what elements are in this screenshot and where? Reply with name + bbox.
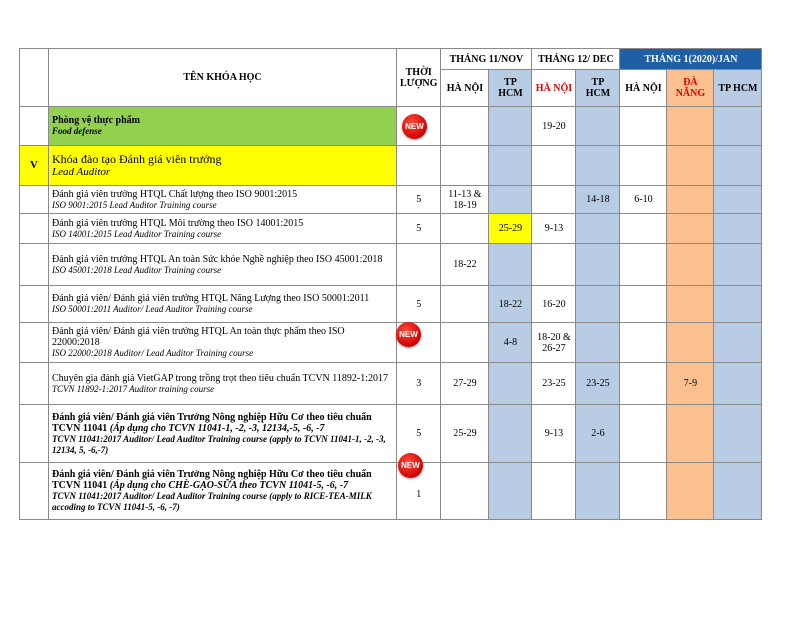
duration-cell: 5 [397,186,441,214]
section-title: Khóa đào tạo Đánh giá viên trưởng [52,152,222,166]
date-cell [714,323,762,363]
table-row [20,463,762,520]
duration-cell [397,244,441,286]
date-cell [667,286,714,323]
table-row [20,405,762,463]
course-name: Đánh giá viên/ Đánh giá viên trưởng HTQL An toàn thực phẩm theo ISO 22000:2018 ISO 22000:2018 Auditor/ Lead Auditor Training course [49,323,397,363]
date-cell: 6-10 [620,186,667,214]
course-food-defense [49,107,397,146]
date-cell [714,405,762,463]
date-cell [667,323,714,363]
table-row [20,286,762,323]
table-row [20,244,762,286]
table-row [20,323,762,363]
new-badge: NEW [398,453,423,478]
header-month-nov: THÁNG 11/NOV [441,49,532,70]
header-nov-hcm: TP HCM [489,70,532,107]
table-row [20,186,762,214]
duration-cell: 5 [397,286,441,323]
date-cell [667,405,714,463]
date-cell [620,463,667,520]
section-title-cell [49,146,397,186]
date-cell [532,244,576,286]
header-duration-line1: THỜI [405,66,432,78]
date-cell: 14-18 [576,186,620,214]
course-schedule-table [19,48,762,520]
date-cell: 9-13 [532,214,576,244]
date-cell: 11-13 & 18-19 [441,186,489,214]
course-name: Đánh giá viên trưởng HTQL Môi trường theo ISO 14001:2015 ISO 14001:2015 Lead Auditor Training course [49,214,397,244]
course-en: Food defense [52,126,102,136]
date-cell [532,463,576,520]
course-name: Chuyên gia đánh giá VietGAP trong trồng trọt theo tiêu chuẩn TCVN 11892-1:2017 TCVN 11892-1:2017 Auditor training course [49,363,397,405]
date-cell: 7-9 [667,363,714,405]
date-cell [532,186,576,214]
date-cell [441,286,489,323]
date-cell [489,244,532,286]
date-cell [441,323,489,363]
date-cell [489,363,532,405]
table-row [20,107,762,146]
date-cell: 25-29 [441,405,489,463]
header-dec-hcm: TP HCM [576,70,620,107]
header-duration [397,49,441,107]
date-cell [667,244,714,286]
date-cell [714,363,762,405]
course-name: Đánh giá viên trưởng HTQL Chất lượng theo ISO 9001:2015 ISO 9001:2015 Lead Auditor Training course [49,186,397,214]
date-cell [620,286,667,323]
date-cell [441,214,489,244]
date-cell [714,214,762,244]
header-dec-hanoi: HÀ NỘI [532,70,576,107]
header-month-jan: THÁNG 1(2020)/JAN [620,49,762,70]
date-cell [489,463,532,520]
date-cell: 4-8 [489,323,532,363]
date-cell: 18-22 [441,244,489,286]
course-name: Đánh giá viên trưởng HTQL An toàn Sức khỏe Nghề nghiệp theo ISO 45001:2018 ISO 45001:2018 Lead Auditor Training course [49,244,397,286]
header-nov-hanoi: HÀ NỘI [441,70,489,107]
date-cell: 25-29 [489,214,532,244]
date-cell [576,463,620,520]
duration-cell: NEW 1 [397,463,441,520]
header-month-dec: THÁNG 12/ DEC [532,49,620,70]
date-cell [489,186,532,214]
date-cell [620,405,667,463]
header-duration-line2: LƯỢNG [400,77,438,89]
header-jan-danang: ĐÀ NẴNG [667,70,714,107]
header-course-name: TÊN KHÓA HỌC [49,49,397,107]
date-cell [489,405,532,463]
date-cell [620,323,667,363]
header-jan-hcm: TP HCM [714,70,762,107]
section-number: V [20,146,49,186]
date-cell [667,214,714,244]
date-cell [441,463,489,520]
duration-cell: 3 [397,363,441,405]
date-cell: 9-13 [532,405,576,463]
duration-cell: 5 [397,214,441,244]
date-cell [576,323,620,363]
duration-cell: 5 [397,405,441,463]
course-vi: Phòng vệ thực phẩm [52,115,140,126]
header-blank [20,49,49,107]
section-row [20,146,762,186]
date-cell [714,286,762,323]
date-cell [620,363,667,405]
date-cell [576,286,620,323]
new-badge: NEW [402,114,427,139]
date-cell: 18-20 & 26-27 [532,323,576,363]
date-cell [714,244,762,286]
date-cell: 23-25 [576,363,620,405]
course-name: Đánh giá viên/ Đánh giá viên Trưởng Nông nghiệp Hữu Cơ theo tiêu chuẩn TCVN 11041 (Áp dụng cho CHÈ-GẠO-SỮA theo TCVN 11041-5, -6, -7 TCVN 11041:2017 Auditor/ Lead Auditor Training course (apply to RICE-TEA-MILK accoding to TCVN 11041-5, -6, -7) [49,463,397,520]
date-cell [714,186,762,214]
date-cell [620,214,667,244]
date-cell: 18-22 [489,286,532,323]
date-cell [576,244,620,286]
course-name: Đánh giá viên/ Đánh giá viên trưởng HTQL Năng Lượng theo ISO 50001:2011 ISO 50001:2011 Auditor/ Lead Auditor Training course [49,286,397,323]
section-subtitle: Lead Auditor [52,166,111,178]
date-cell: 23-25 [532,363,576,405]
date-cell [714,463,762,520]
date-cell [576,214,620,244]
date-cell: 16-20 [532,286,576,323]
table-row [20,363,762,405]
table-row [20,214,762,244]
date-cell: 27-29 [441,363,489,405]
header-jan-hanoi: HÀ NỘI [620,70,667,107]
date-cell [620,244,667,286]
date-cell [667,186,714,214]
date-cell: 19-20 [532,107,576,146]
new-badge: NEW [396,322,421,347]
date-cell [667,463,714,520]
course-name: Đánh giá viên/ Đánh giá viên Trưởng Nông nghiệp Hữu Cơ theo tiêu chuẩn TCVN 11041 (Áp dụng cho TCVN 11041-1, -2, -3, 12134,-5, -6, -7 TCVN 11041:2017 Auditor/ Lead Auditor Training course (apply to TCVN 11041-1, -2, -3, 12134, 5, -6,-7) [49,405,397,463]
date-cell: 2-6 [576,405,620,463]
